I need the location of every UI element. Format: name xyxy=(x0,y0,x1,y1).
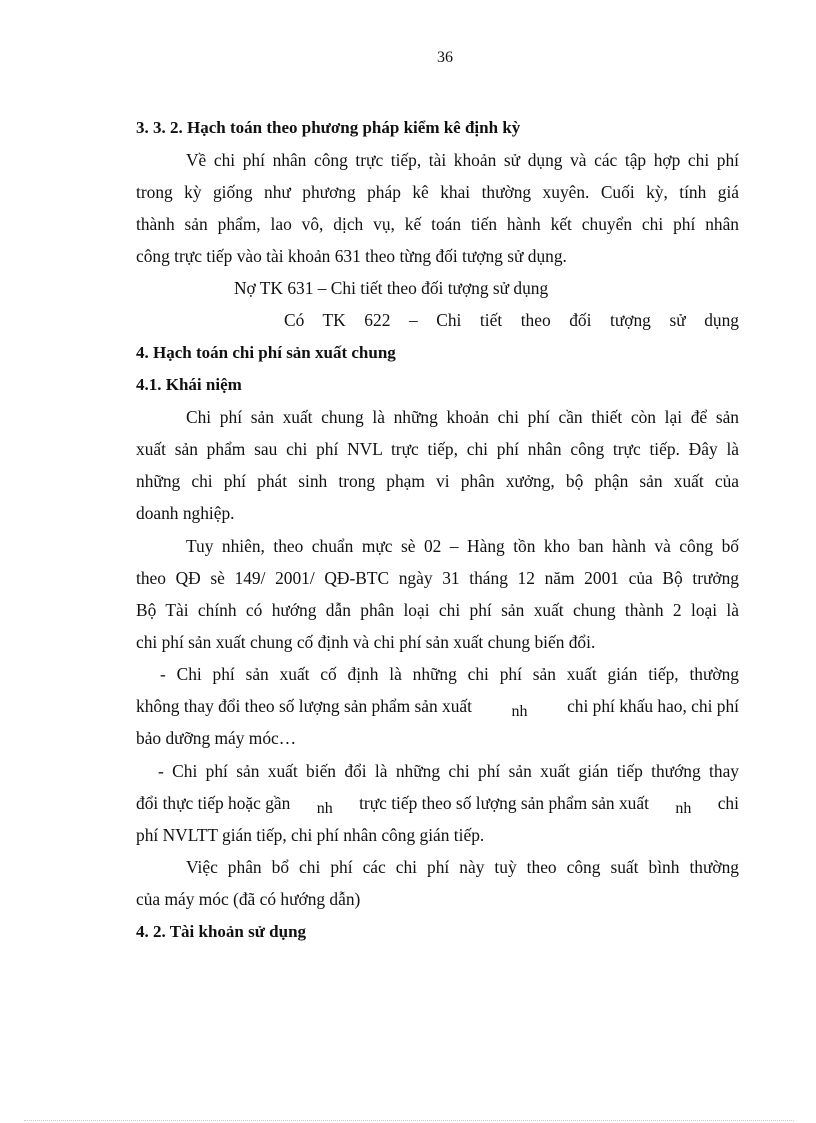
paragraph-line: Về chi phí nhân công trực tiếp, tài khoản sử dụng và các tập hợp chi phí xyxy=(186,150,739,170)
paragraph-line: xuất sản phẩm sau chi phí NVL trực tiếp, chi phí nhân công trực tiếp. Đây là xyxy=(136,439,739,459)
page-bottom-divider xyxy=(24,1120,794,1121)
text-run: không thay đổi theo số lượng sản phẩm sản xuất xyxy=(136,696,472,716)
journal-entry-credit: Có TK 622 – Chi tiết theo đối tượng sử dụng xyxy=(284,310,739,330)
paragraph-line: chi phí sản xuất chung cố định và chi phí sản xuất chung biến đổi. xyxy=(136,632,596,652)
bullet-variable-cost-line: - Chi phí sản xuất biến đổi là những chi phí sản xuất gián tiếp thướng thay xyxy=(158,761,739,781)
paragraph-line: công trực tiếp vào tài khoản 631 theo từng đối tượng sử dụng. xyxy=(136,246,567,266)
paragraph-line: doanh nghiệp. xyxy=(136,503,235,523)
bullet-fixed-cost-line: - Chi phí sản xuất cố định là những chi phí sản xuất gián tiếp, thường xyxy=(160,664,739,684)
bullet-variable-cost-line: phí NVLTT gián tiếp, chi phí nhân công gián tiếp. xyxy=(136,825,485,845)
paragraph-line: Bộ Tài chính có hướng dẫn phân loại chi phí sản xuất chung thành 2 loại là xyxy=(136,600,739,620)
paragraph-line: trong kỳ giống như phương pháp kê khai thường xuyên. Cuối kỳ, tính giá xyxy=(136,182,739,202)
paragraph-line: Chi phí sản xuất chung là những khoản chi phí cần thiết còn lại để sản xyxy=(186,407,739,427)
section-heading-4: 4. Hạch toán chi phí sản xuất chung xyxy=(136,343,396,362)
paragraph-line: thành sản phẩm, lao vô, dịch vụ, kế toán tiến hành kết chuyển chi phí nhân xyxy=(136,214,739,234)
paragraph-line: Tuy nhiên, theo chuẩn mực sè 02 – Hàng tồn kho ban hành và công bố xyxy=(186,536,739,556)
text-run: đổi thực tiếp hoặc gần xyxy=(136,793,291,813)
text-run: chi xyxy=(717,793,739,813)
paragraph-line: theo QĐ sè 149/ 2001/ QĐ-BTC ngày 31 tháng 12 năm 2001 của Bộ trưởng xyxy=(136,568,739,588)
bullet-variable-cost-line xyxy=(136,790,739,816)
bullet-fixed-cost-line xyxy=(136,693,739,719)
paragraph-line: Việc phân bổ chi phí các chi phí này tuỳ theo công suất bình thường xyxy=(186,857,739,877)
section-heading-3-3-2: 3. 3. 2. Hạch toán theo phương pháp kiểm kê định kỳ xyxy=(136,118,521,137)
journal-entry-debit: Nợ TK 631 – Chi tiết theo đối tượng sử dụng xyxy=(234,278,549,298)
paragraph-line: của máy móc (đã có hướng dẫn) xyxy=(136,889,361,909)
bullet-fixed-cost-line: bảo dưỡng máy móc… xyxy=(136,728,297,748)
page-number: 36 xyxy=(437,49,453,66)
paragraph-line: những chi phí phát sinh trong phạm vi phân xưởng, bộ phận sản xuất của xyxy=(136,471,739,491)
section-heading-4-1: 4.1. Khái niệm xyxy=(136,375,242,394)
section-heading-4-2: 4. 2. Tài khoản sử dụng xyxy=(136,922,307,941)
text-run: trực tiếp theo số lượng sản phẩm sản xuất xyxy=(359,793,649,813)
text-fragment: nh xyxy=(511,703,528,720)
text-fragment: nh xyxy=(316,800,333,817)
text-run: chi phí khấu hao, chi phí xyxy=(567,696,739,716)
text-fragment: nh xyxy=(675,800,692,817)
